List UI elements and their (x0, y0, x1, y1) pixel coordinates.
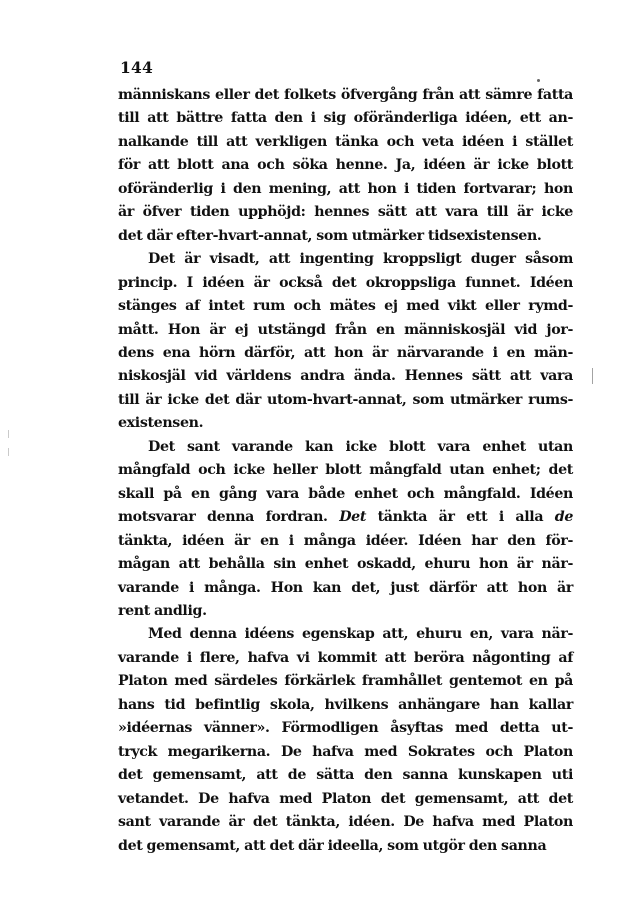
text-line: är öfver tiden upphöjd: hennes sätt att vara till är icke (118, 204, 573, 221)
paragraph (118, 436, 573, 624)
italic-word: de (554, 509, 573, 526)
text-line: Platon med särdeles förkärlek framhållet gentemot en på (118, 673, 573, 690)
text-line: Med denna idéens egenskap att, ehuru en, vara när- (148, 626, 573, 643)
text-line (118, 506, 573, 529)
text-line: stänges af intet rum och mätes ej med vikt eller rymd- (118, 298, 573, 315)
text-line: mångfald och icke heller blott mångfald utan enhet; det (118, 462, 573, 479)
text-line: nalkande till att verkligen tänka och veta idéen i stället (118, 133, 573, 150)
text-line: Det sant varande kan icke blott vara enhet utan (148, 438, 573, 455)
book-page (118, 58, 573, 858)
text-line: för att blott ana och söka henne. Ja, idéen är icke blott (118, 157, 573, 174)
text-line: varande i många. Hon kan det, just därför att hon är (118, 579, 573, 596)
text-line: Det är visadt, att ingenting kroppsligt duger såsom (148, 251, 573, 268)
text-line: vetandet. De hafva med Platon det gemensamt, att det (118, 790, 573, 807)
text-line: »idéernas vänner». Förmodligen åsyftas med detta ut- (118, 720, 573, 737)
text-line: det där efter-hvart-annat, som utmärker tidsexistensen. (118, 227, 542, 244)
margin-speck (8, 430, 9, 438)
text-line: varande i flere, hafva vi kommit att beröra någonting af (118, 649, 573, 666)
text-line: det gemensamt, att det där ideella, som utgör den sanna (118, 837, 547, 854)
margin-speck (592, 368, 593, 384)
text-line: mått. Hon är ej utstängd från en människosjäl vid jor- (118, 321, 573, 338)
text-line: niskosjäl vid världens andra ända. Hennes sätt att vara (118, 368, 573, 385)
page-number: 144 (120, 58, 153, 77)
text-line: oföränderlig i den mening, att hon i tiden fortvarar; hon (118, 180, 573, 197)
text-line: rent andlig. (118, 602, 207, 619)
paragraph (118, 248, 573, 436)
text-line: människans eller det folkets öfvergång från att sämre fatta (118, 87, 573, 103)
text-line: sant varande är det tänkta, idéen. De hafva med Platon (118, 814, 573, 831)
text-line: princip. I idéen är också det okroppsliga funnet. Idéen (118, 274, 573, 291)
text-line: hans tid befintlig skola, hvilkens anhängare han kallar (118, 696, 573, 713)
text-line: tryck megarikerna. De hafva med Sokrates och Platon (118, 743, 573, 760)
italic-word: Det (339, 509, 367, 526)
text-line: tänkta, idéen är en i många idéer. Idéen har den för- (118, 532, 573, 549)
paragraph (118, 84, 573, 248)
paragraph (118, 623, 573, 858)
text-line: till är icke det där utom-hvart-annat, som utmärker rums- (118, 391, 573, 408)
text-segment: motsvarar denna fordran. (118, 509, 340, 526)
text-line: dens ena hörn därför, att hon är närvarande i en män- (118, 344, 573, 361)
text-line: skall på en gång vara både enhet och mångfald. Idéen (118, 485, 573, 502)
text-body (118, 84, 573, 858)
margin-speck (8, 448, 9, 456)
text-segment: tänkta är ett i alla (366, 509, 555, 526)
dust-speck (537, 79, 540, 82)
text-line: existensen. (118, 415, 204, 432)
text-line: mågan att behålla sin enhet oskadd, ehuru hon är när- (118, 556, 573, 573)
text-line: det gemensamt, att de sätta den sanna kunskapen uti (118, 767, 573, 784)
text-line: till att bättre fatta den i sig oföränderliga idéen, ett an- (118, 110, 573, 127)
